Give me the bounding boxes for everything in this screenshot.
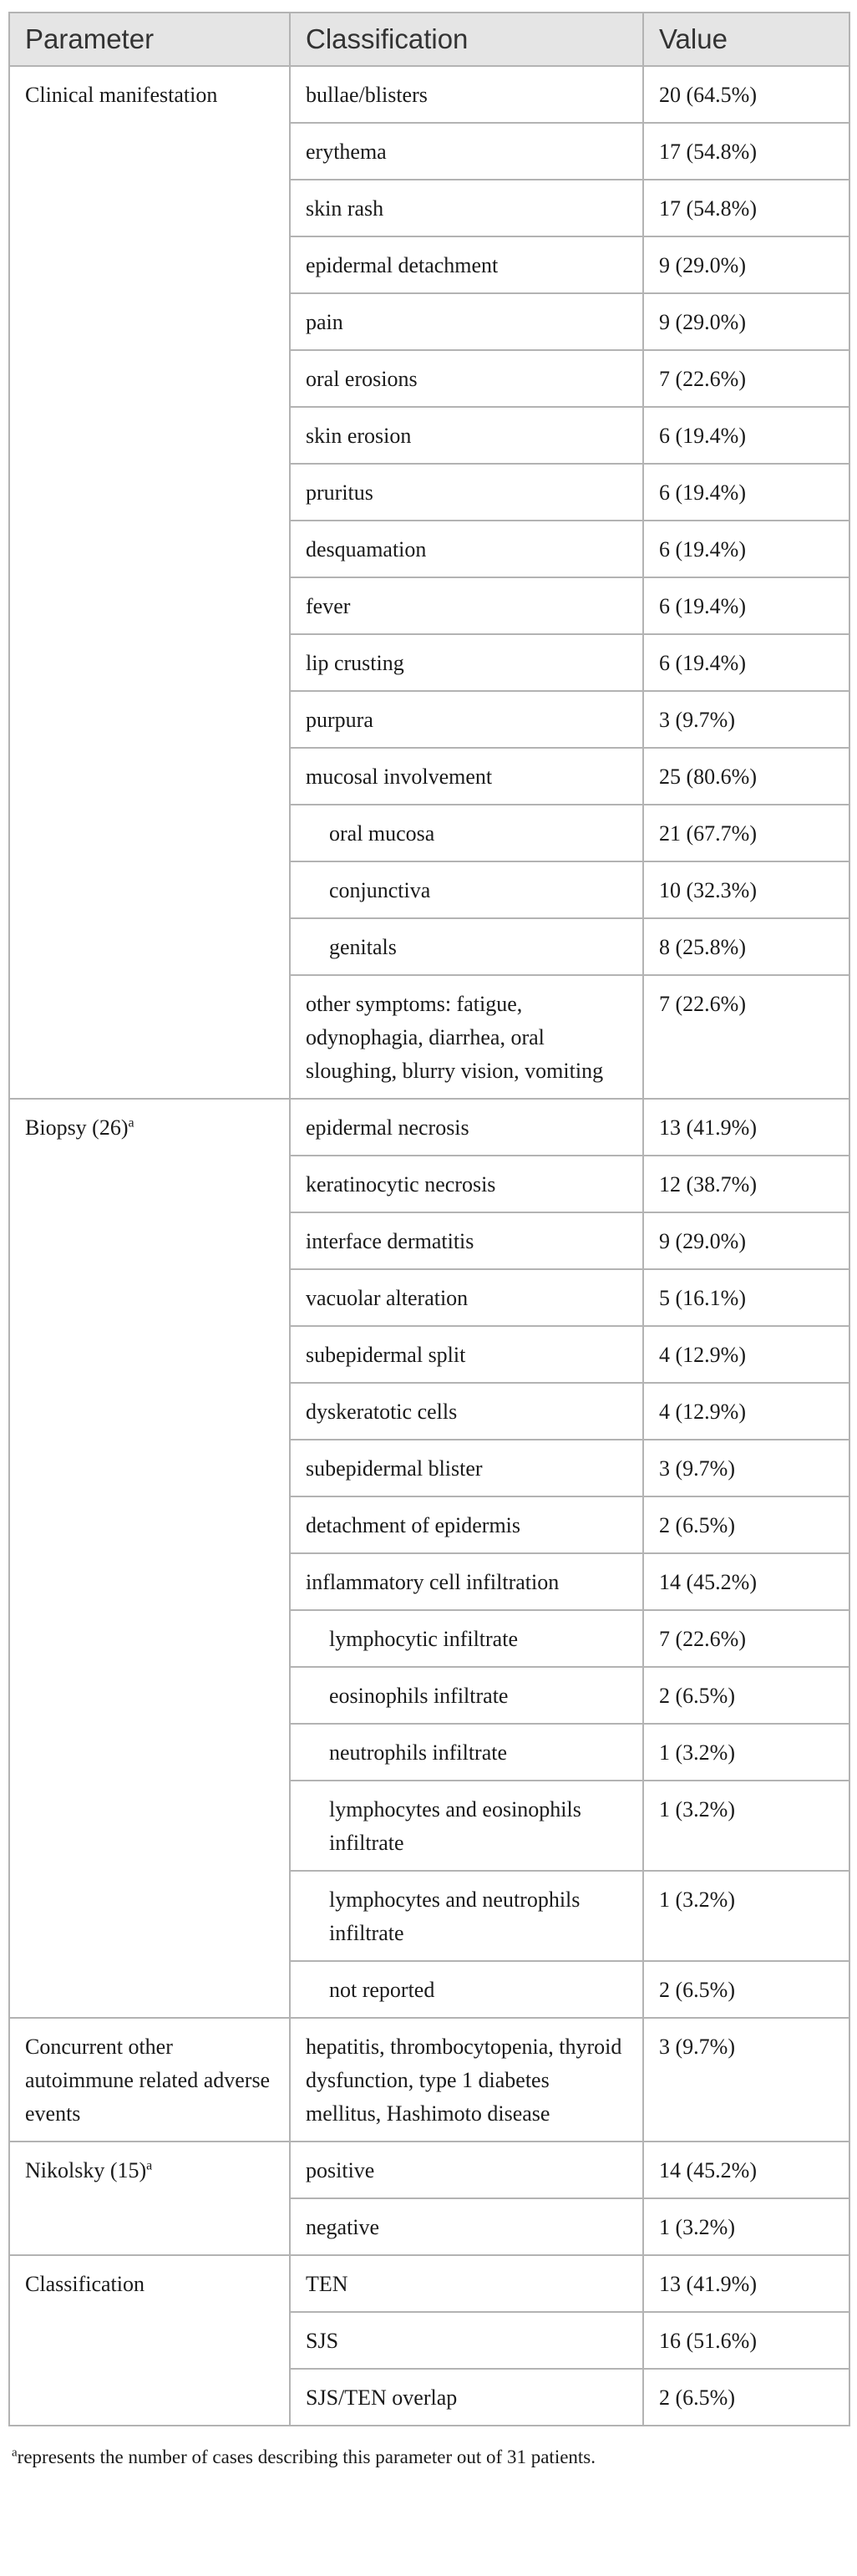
value-cell: 5 (16.1%) <box>643 1269 849 1326</box>
classification-cell: oral mucosa <box>290 805 643 861</box>
header-classification: Classification <box>290 13 643 66</box>
value-cell: 25 (80.6%) <box>643 748 849 805</box>
classification-cell: eosinophils infiltrate <box>290 1667 643 1724</box>
parameter-cell <box>9 2018 290 2142</box>
classification-cell: pruritus <box>290 464 643 521</box>
value-cell: 12 (38.7%) <box>643 1156 849 1212</box>
value-cell: 6 (19.4%) <box>643 577 849 634</box>
classification-cell: subepidermal blister <box>290 1440 643 1496</box>
value-cell: 8 (25.8%) <box>643 918 849 975</box>
classification-cell: interface dermatitis <box>290 1212 643 1269</box>
header-value: Value <box>643 13 849 66</box>
value-cell: 7 (22.6%) <box>643 975 849 1099</box>
classification-cell: bullae/blisters <box>290 66 643 123</box>
value-cell: 7 (22.6%) <box>643 350 849 407</box>
value-cell: 16 (51.6%) <box>643 2312 849 2369</box>
header-parameter: Parameter <box>9 13 290 66</box>
classification-cell: purpura <box>290 691 643 748</box>
value-cell: 6 (19.4%) <box>643 407 849 464</box>
value-cell: 14 (45.2%) <box>643 1553 849 1610</box>
value-cell: 13 (41.9%) <box>643 1099 849 1156</box>
parameter-label: Biopsy (26) <box>25 1115 129 1140</box>
value-cell: 1 (3.2%) <box>643 1781 849 1871</box>
footnote-ref: a <box>146 2158 153 2173</box>
classification-cell: other symptoms: fatigue, odynophagia, diarrhea, oral sloughing, blurry vision, vomiting <box>290 975 643 1099</box>
footnote-ref: a <box>128 1115 134 1130</box>
classification-cell: lip crusting <box>290 634 643 691</box>
classification-cell: hepatitis, thrombocytopenia, thyroid dysfunction, type 1 diabetes mellitus, Hashimoto disease <box>290 2018 643 2142</box>
value-cell: 2 (6.5%) <box>643 1667 849 1724</box>
parameter-cell <box>9 1099 290 2018</box>
value-cell: 6 (19.4%) <box>643 464 849 521</box>
classification-cell: genitals <box>290 918 643 975</box>
classification-cell: conjunctiva <box>290 861 643 918</box>
value-cell: 3 (9.7%) <box>643 691 849 748</box>
classification-cell: lymphocytes and eosinophils infiltrate <box>290 1781 643 1871</box>
classification-cell: skin erosion <box>290 407 643 464</box>
parameter-label: Classification <box>25 2272 145 2296</box>
value-cell: 4 (12.9%) <box>643 1326 849 1383</box>
value-cell: 7 (22.6%) <box>643 1610 849 1667</box>
value-cell: 1 (3.2%) <box>643 1871 849 1961</box>
classification-cell: keratinocytic necrosis <box>290 1156 643 1212</box>
value-cell: 3 (9.7%) <box>643 1440 849 1496</box>
value-cell: 9 (29.0%) <box>643 1212 849 1269</box>
classification-cell: erythema <box>290 123 643 180</box>
parameter-label: Clinical manifestation <box>25 83 218 107</box>
classification-cell: desquamation <box>290 521 643 577</box>
parameter-cell <box>9 2142 290 2255</box>
table-body <box>9 66 849 2426</box>
header-row <box>9 13 849 66</box>
classification-cell: pain <box>290 293 643 350</box>
value-cell: 9 (29.0%) <box>643 293 849 350</box>
classification-cell: lymphocytes and neutrophils infiltrate <box>290 1871 643 1961</box>
value-cell: 17 (54.8%) <box>643 180 849 236</box>
classification-cell: dyskeratotic cells <box>290 1383 643 1440</box>
classification-cell: positive <box>290 2142 643 2198</box>
classification-cell: negative <box>290 2198 643 2255</box>
classification-cell: fever <box>290 577 643 634</box>
classification-cell: SJS <box>290 2312 643 2369</box>
value-cell: 13 (41.9%) <box>643 2255 849 2312</box>
value-cell: 1 (3.2%) <box>643 1724 849 1781</box>
classification-cell: oral erosions <box>290 350 643 407</box>
classification-cell: epidermal detachment <box>290 236 643 293</box>
classification-cell: vacuolar alteration <box>290 1269 643 1326</box>
table-row <box>9 2142 849 2198</box>
value-cell: 9 (29.0%) <box>643 236 849 293</box>
footnote-marker: a <box>12 2446 18 2460</box>
classification-cell: SJS/TEN overlap <box>290 2369 643 2426</box>
classification-cell: detachment of epidermis <box>290 1496 643 1553</box>
footnote-text: represents the number of cases describing this parameter out of 31 patients. <box>17 2446 596 2467</box>
value-cell: 21 (67.7%) <box>643 805 849 861</box>
table-row <box>9 1099 849 1156</box>
table-row <box>9 2255 849 2312</box>
parameter-cell <box>9 2255 290 2426</box>
classification-cell: subepidermal split <box>290 1326 643 1383</box>
value-cell: 20 (64.5%) <box>643 66 849 123</box>
table-row <box>9 2018 849 2142</box>
value-cell: 6 (19.4%) <box>643 634 849 691</box>
value-cell: 3 (9.7%) <box>643 2018 849 2142</box>
parameter-label: Nikolsky (15) <box>25 2158 147 2182</box>
table-row <box>9 66 849 123</box>
value-cell: 1 (3.2%) <box>643 2198 849 2255</box>
value-cell: 14 (45.2%) <box>643 2142 849 2198</box>
value-cell: 2 (6.5%) <box>643 1496 849 1553</box>
results-table <box>8 12 850 2426</box>
classification-cell: skin rash <box>290 180 643 236</box>
value-cell: 17 (54.8%) <box>643 123 849 180</box>
classification-cell: neutrophils infiltrate <box>290 1724 643 1781</box>
value-cell: 6 (19.4%) <box>643 521 849 577</box>
classification-cell: not reported <box>290 1961 643 2018</box>
value-cell: 2 (6.5%) <box>643 1961 849 2018</box>
classification-cell: epidermal necrosis <box>290 1099 643 1156</box>
table-header <box>9 13 849 66</box>
value-cell: 2 (6.5%) <box>643 2369 849 2426</box>
parameter-label: Concurrent other autoimmune related adverse events <box>25 2035 271 2126</box>
classification-cell: mucosal involvement <box>290 748 643 805</box>
table-footnote <box>8 2445 849 2470</box>
value-cell: 10 (32.3%) <box>643 861 849 918</box>
value-cell: 4 (12.9%) <box>643 1383 849 1440</box>
classification-cell: inflammatory cell infiltration <box>290 1553 643 1610</box>
classification-cell: TEN <box>290 2255 643 2312</box>
classification-cell: lymphocytic infiltrate <box>290 1610 643 1667</box>
parameter-cell <box>9 66 290 1099</box>
